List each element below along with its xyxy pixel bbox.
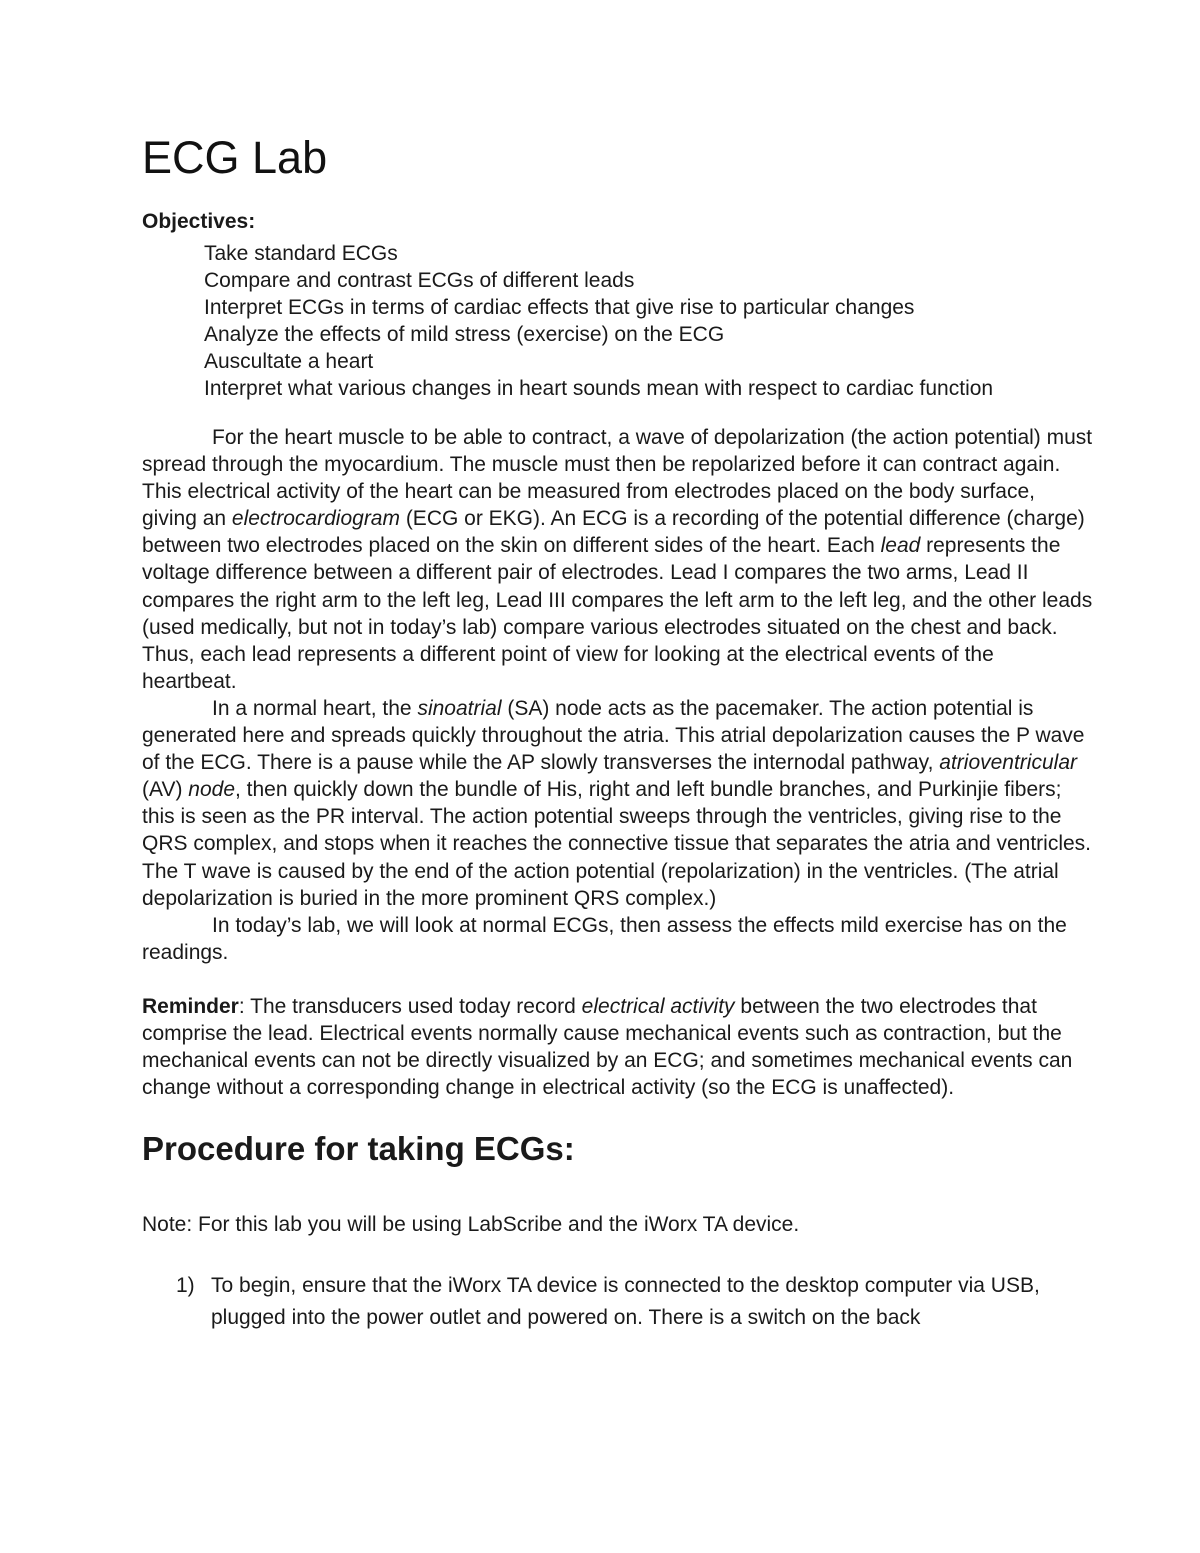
step-text: To begin, ensure that the iWorx TA device is connected to the desktop computer via USB, plugged into the power outlet and powered on. There is a switch on the back [211,1274,1040,1330]
procedure-steps [142,1270,1094,1334]
intro-paragraph-3: In today’s lab, we will look at normal ECGs, then assess the effects mild exercise has on the readings. [142,913,1067,964]
objective-item: Analyze the effects of mild stress (exercise) on the ECG [204,323,725,346]
page-title: ECG Lab [142,132,328,183]
procedure-step [142,1270,1094,1334]
procedure-note: Note: For this lab you will be using LabScribe and the iWorx TA device. [142,1213,800,1237]
intro-paragraph-1: For the heart muscle to be able to contract, a wave of depolarization (the action potential) must spread through the myocardium. The muscle must then be repolarized before it can contract again. This electrical activity of the heart can be measured from electrodes placed on the body surface, giving an electrocardiogram (ECG or EKG). An ECG is a recording of the potential difference (charge) between two electrodes placed on the skin on different sides of the heart. Each lead represents the voltage difference between a different pair of electrodes. Lead I compares the two arms, Lead II compares the right arm to the left leg, Lead III compares the left arm to the left leg, and the other leads (used medically, but not in today’s lab) compare various electrodes situated on the chest and back. Thus, each lead represents a different point of view for looking at the electrical events of the heartbeat. [142,426,1093,693]
objectives-heading: Objectives: [142,210,256,233]
procedure-heading: Procedure for taking ECGs: [142,1130,575,1168]
objective-item: Interpret ECGs in terms of cardiac effects that give rise to particular changes [204,296,915,319]
intro-text [142,424,1094,966]
step-number: 1) [176,1274,195,1298]
objectives-list [142,240,1094,402]
objective-item: Interpret what various changes in heart sounds mean with respect to cardiac function [204,377,994,400]
reminder-label: Reminder [142,994,239,1018]
intro-paragraph-2: In a normal heart, the sinoatrial (SA) node acts as the pacemaker. The action potential is generated here and spreads quickly throughout the atria. This atrial depolarization causes the P wave of the ECG. There is a pause while the AP slowly transverses the internodal pathway, atrioventricular (AV) node, then quickly down the bundle of His, right and left bundle branches, and Purkinjie fibers; this is seen as the PR interval. The action potential sweeps through the ventricles, giving rise to the QRS complex, and stops when it reaches the connective tissue that separates the atria and ventricles. The T wave is caused by the end of the action potential (repolarization) in the ventricles. (The atrial depolarization is buried in the more prominent QRS complex.) [142,696,1092,910]
objective-item: Auscultate a heart [204,350,374,373]
objective-item: Compare and contrast ECGs of different leads [204,269,635,292]
document-content [142,132,1094,1334]
reminder-paragraph: Reminder: The transducers used today record electrical activity between the two electrodes that comprise the lead. Electrical events normally cause mechanical events such as contraction, but the mechanical events can not be directly visualized by an ECG; and sometimes mechanical events can change without a corresponding change in electrical activity (so the ECG is unaffected). [142,994,1073,1100]
objective-item: Take standard ECGs [204,242,398,265]
